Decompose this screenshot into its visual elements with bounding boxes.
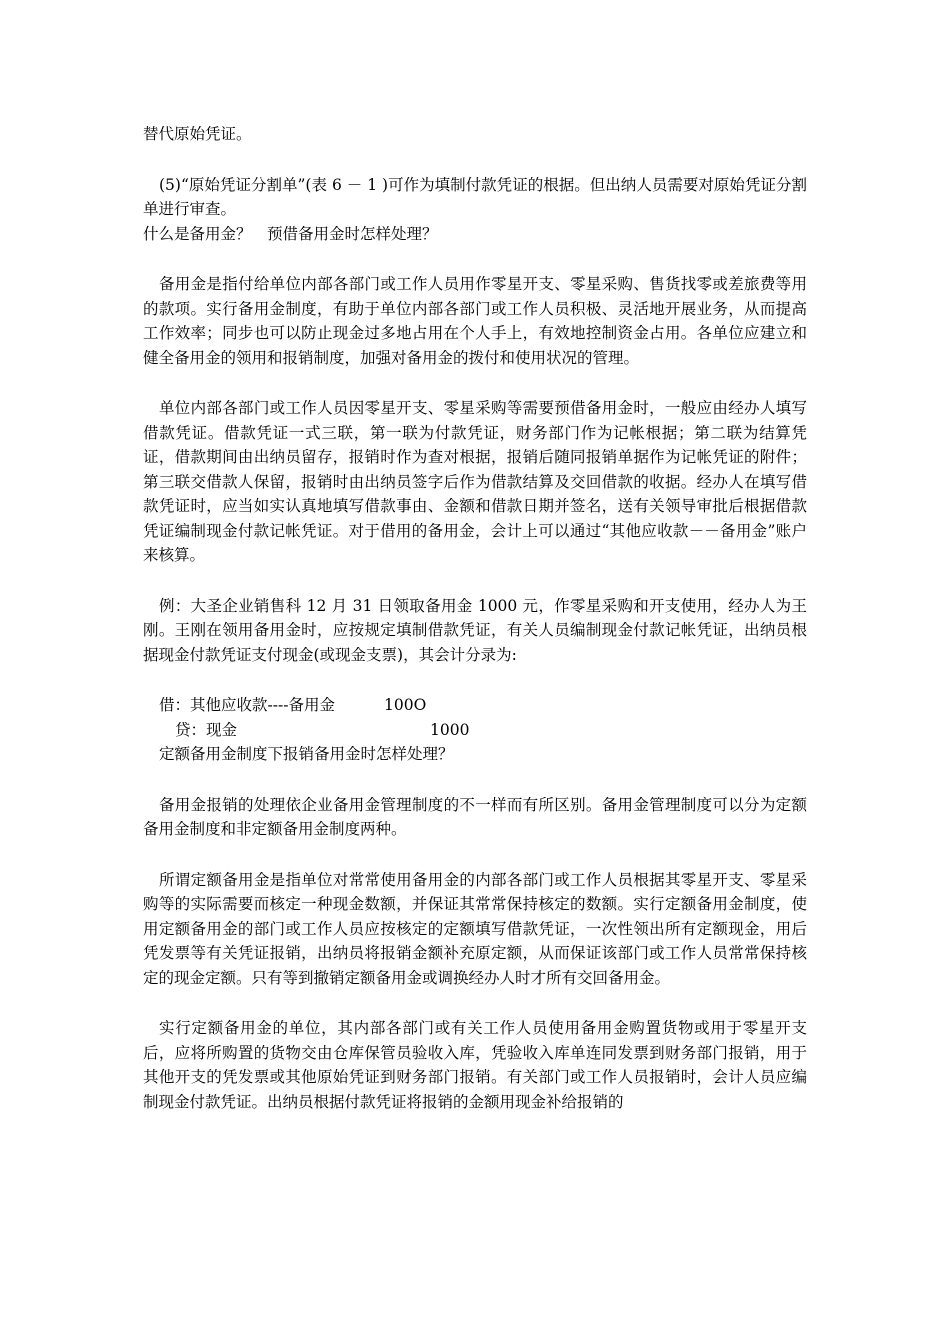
section-heading-fixed-petty-cash: 定额备用金制度下报销备用金时怎样处理？ xyxy=(159,745,454,763)
paragraph-example: 例：大圣企业销售科 12 月 31 日领取备用金 1000 元，作零星采购和开支使用，经办人为王刚。王刚在领用备用金时，应按规定填制借款凭证，有关人员编制现金付款记帐凭证，出纳员根据现金付款凭证支付现金(或现金支票)，其会计分录为: xyxy=(143,596,807,664)
paragraph-split-voucher: (5)“原始凭证分割单”(表 6 － 1 )可作为填制付款凭证的根据。但出纳人员需要对原始凭证分割单进行审查。 xyxy=(143,175,807,218)
paragraph-reimbursement-systems: 备用金报销的处理依企业备用金管理制度的不一样而有所区别。备用金管理制度可以分为定额备用金制度和非定额备用金制度两种。 xyxy=(143,795,807,838)
paragraph-fixed-petty-cash-reimbursement: 实行定额备用金的单位，其内部各部门或有关工作人员使用备用金购置货物或用于零星开支后，应将所购置的货物交由仓库保管员验收入库，凭验收入库单连同发票到财务部门报销，用于其他开支的凭发票或其他原始凭证到财务部门报销。有关部门或工作人员报销时，会计人员应编制现金付款凭证。出纳员根据付款凭证将报销的金额用现金补给报销的 xyxy=(143,1019,807,1111)
paragraph-petty-cash-definition: 备用金是指付给单位内部各部门或工作人员用作零星开支、零星采购、售货找零或差旅费等用的款项。实行备用金制度，有助于单位内部各部门或工作人员积极、灵活地开展业务，从而提高工作效率；同步也可以防止现金过多地占用在个人手上，有效地控制资金占用。各单位应建立和健全备用金的领用和报销制度，加强对备用金的拨付和使用状况的管理。 xyxy=(143,275,807,367)
journal-entry-credit-row xyxy=(143,718,807,743)
credit-account: 贷：现金 xyxy=(175,720,238,739)
debit-amount: 100O xyxy=(384,696,427,714)
debit-account: 借：其他应收款----备用金 xyxy=(159,696,335,714)
paragraph-continuation: 替代原始凭证。 xyxy=(143,125,252,143)
journal-entry xyxy=(143,693,807,742)
journal-entry-debit-row xyxy=(143,693,807,718)
credit-amount: 1000 xyxy=(430,720,470,739)
paragraph-advance-procedure: 单位内部各部门或工作人员因零星开支、零星采购等需要预借备用金时，一般应由经办人填写借款凭证。借款凭证一式三联，第一联为付款凭证，财务部门作为记帐根据；第二联为结算凭证，借款期间由出纳员留存，报销时作为查对根据，报销后随同报销单据作为记帐凭证的附件；第三联交借款人保留，报销时由出纳员签字后作为借款结算及交回借款的收据。经办人在填写借款凭证时，应当如实认真地填写借款事由、金额和借款日期并签名，送有关领导审批后根据借款凭证编制现金付款记帐凭证。对于借用的备用金，会计上可以通过“其他应收款－－备用金”账户来核算。 xyxy=(143,399,807,564)
paragraph-fixed-petty-cash-definition: 所谓定额备用金是指单位对常常使用备用金的内部各部门或工作人员根据其零星开支、零星采购等的实际需要而核定一种现金数额，并保证其常常保持核定的数额。实行定额备用金制度，使用定额备用金的部门或工作人员应按核定的定额填写借款凭证，一次性领出所有定额现金，用后凭发票等有关凭证报销，出纳员将报销金额补充原定额，从而保证该部门或工作人员常常保持核定的现金定额。只有等到撤销定额备用金或调换经办人时才所有交回备用金。 xyxy=(143,870,807,987)
document-page xyxy=(143,122,807,1114)
section-heading-petty-cash: 什么是备用金？ 预借备用金时怎样处理？ xyxy=(143,224,438,243)
